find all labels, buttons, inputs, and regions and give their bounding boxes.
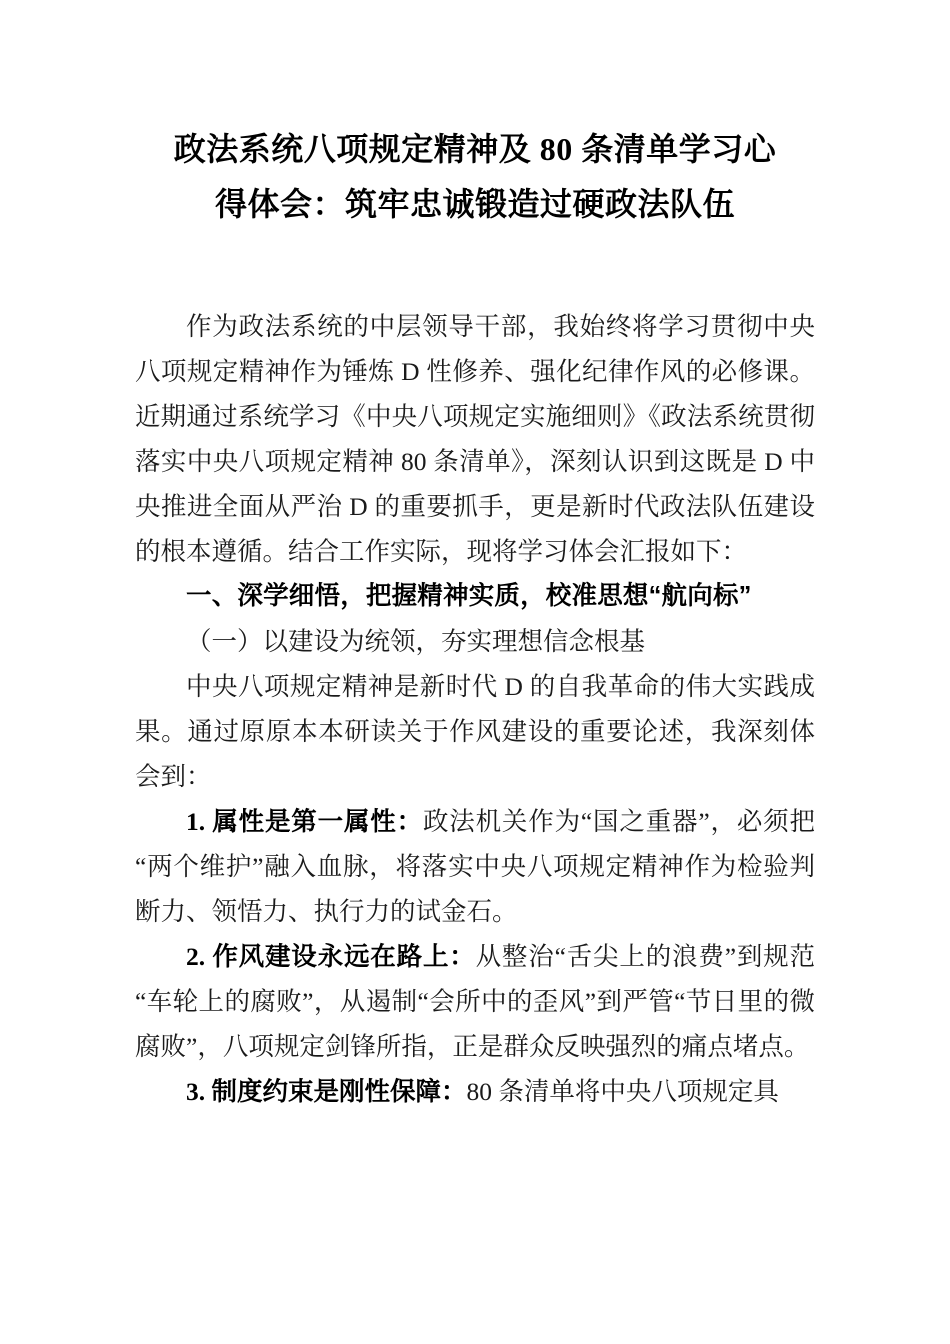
numbered-point-1	[135, 799, 815, 934]
section-heading-one: 一、深学细悟，把握精神实质，校准思想“航向标”	[186, 582, 752, 611]
numbered-point-1-text: 政法机关作为“国之重器”，必须把“两个维护”融入血脉，将落实中央八项规定精神作为检验判断力、领悟力、执行力的试金石。	[135, 807, 815, 927]
numbered-point-2-text: 从整治“舌尖上的浪费”到规范“车轮上的腐败”，从遏制“会所中的歪风”到严管“节日里的微腐败”，八项规定剑锋所指，正是群众反映强烈的痛点堵点。	[135, 942, 815, 1062]
document-title-line-2: 得体会：筑牢忠诚锻造过硬政法队伍	[214, 186, 735, 223]
document-title-line-1: 政法系统八项规定精神及 80 条清单学习心	[173, 131, 777, 167]
numbered-point-3-text: 80 条清单将中央八项规定具	[466, 1077, 779, 1107]
body-paragraph-1: 作为政法系统的中层领导干部，我始终将学习贯彻中央八项规定精神作为锤炼 D 性修养、强化纪律作风的必修课。近期通过系统学习《中央八项规定实施细则》《政法系统贯彻落实中央八项规定精神 80 条清单》，深刻认识到这既是 D 中央推进全面从严治 D 的重要抓手，更是新时代政法队伍建设的根本遵循。结合工作实际，现将学习体会汇报如下：	[135, 312, 815, 567]
numbered-point-1-lead: 1. 属性是第一属性：	[186, 807, 423, 837]
title-body-spacer	[135, 232, 815, 304]
numbered-point-3-lead: 3. 制度约束是刚性保障：	[186, 1077, 467, 1107]
document-title	[135, 0, 815, 232]
document-content	[135, 0, 815, 1114]
numbered-point-2	[135, 934, 815, 1069]
body-paragraph-2: 中央八项规定精神是新时代 D 的自我革命的伟大实践成果。通过原原本本研读关于作风建设的重要论述，我深刻体会到：	[135, 672, 815, 792]
numbered-point-3	[135, 1069, 815, 1114]
numbered-point-2-lead: 2. 作风建设永远在路上：	[186, 942, 476, 972]
subsection-heading-one-a: （一）以建设为统领，夯实理想信念根基	[186, 627, 646, 657]
